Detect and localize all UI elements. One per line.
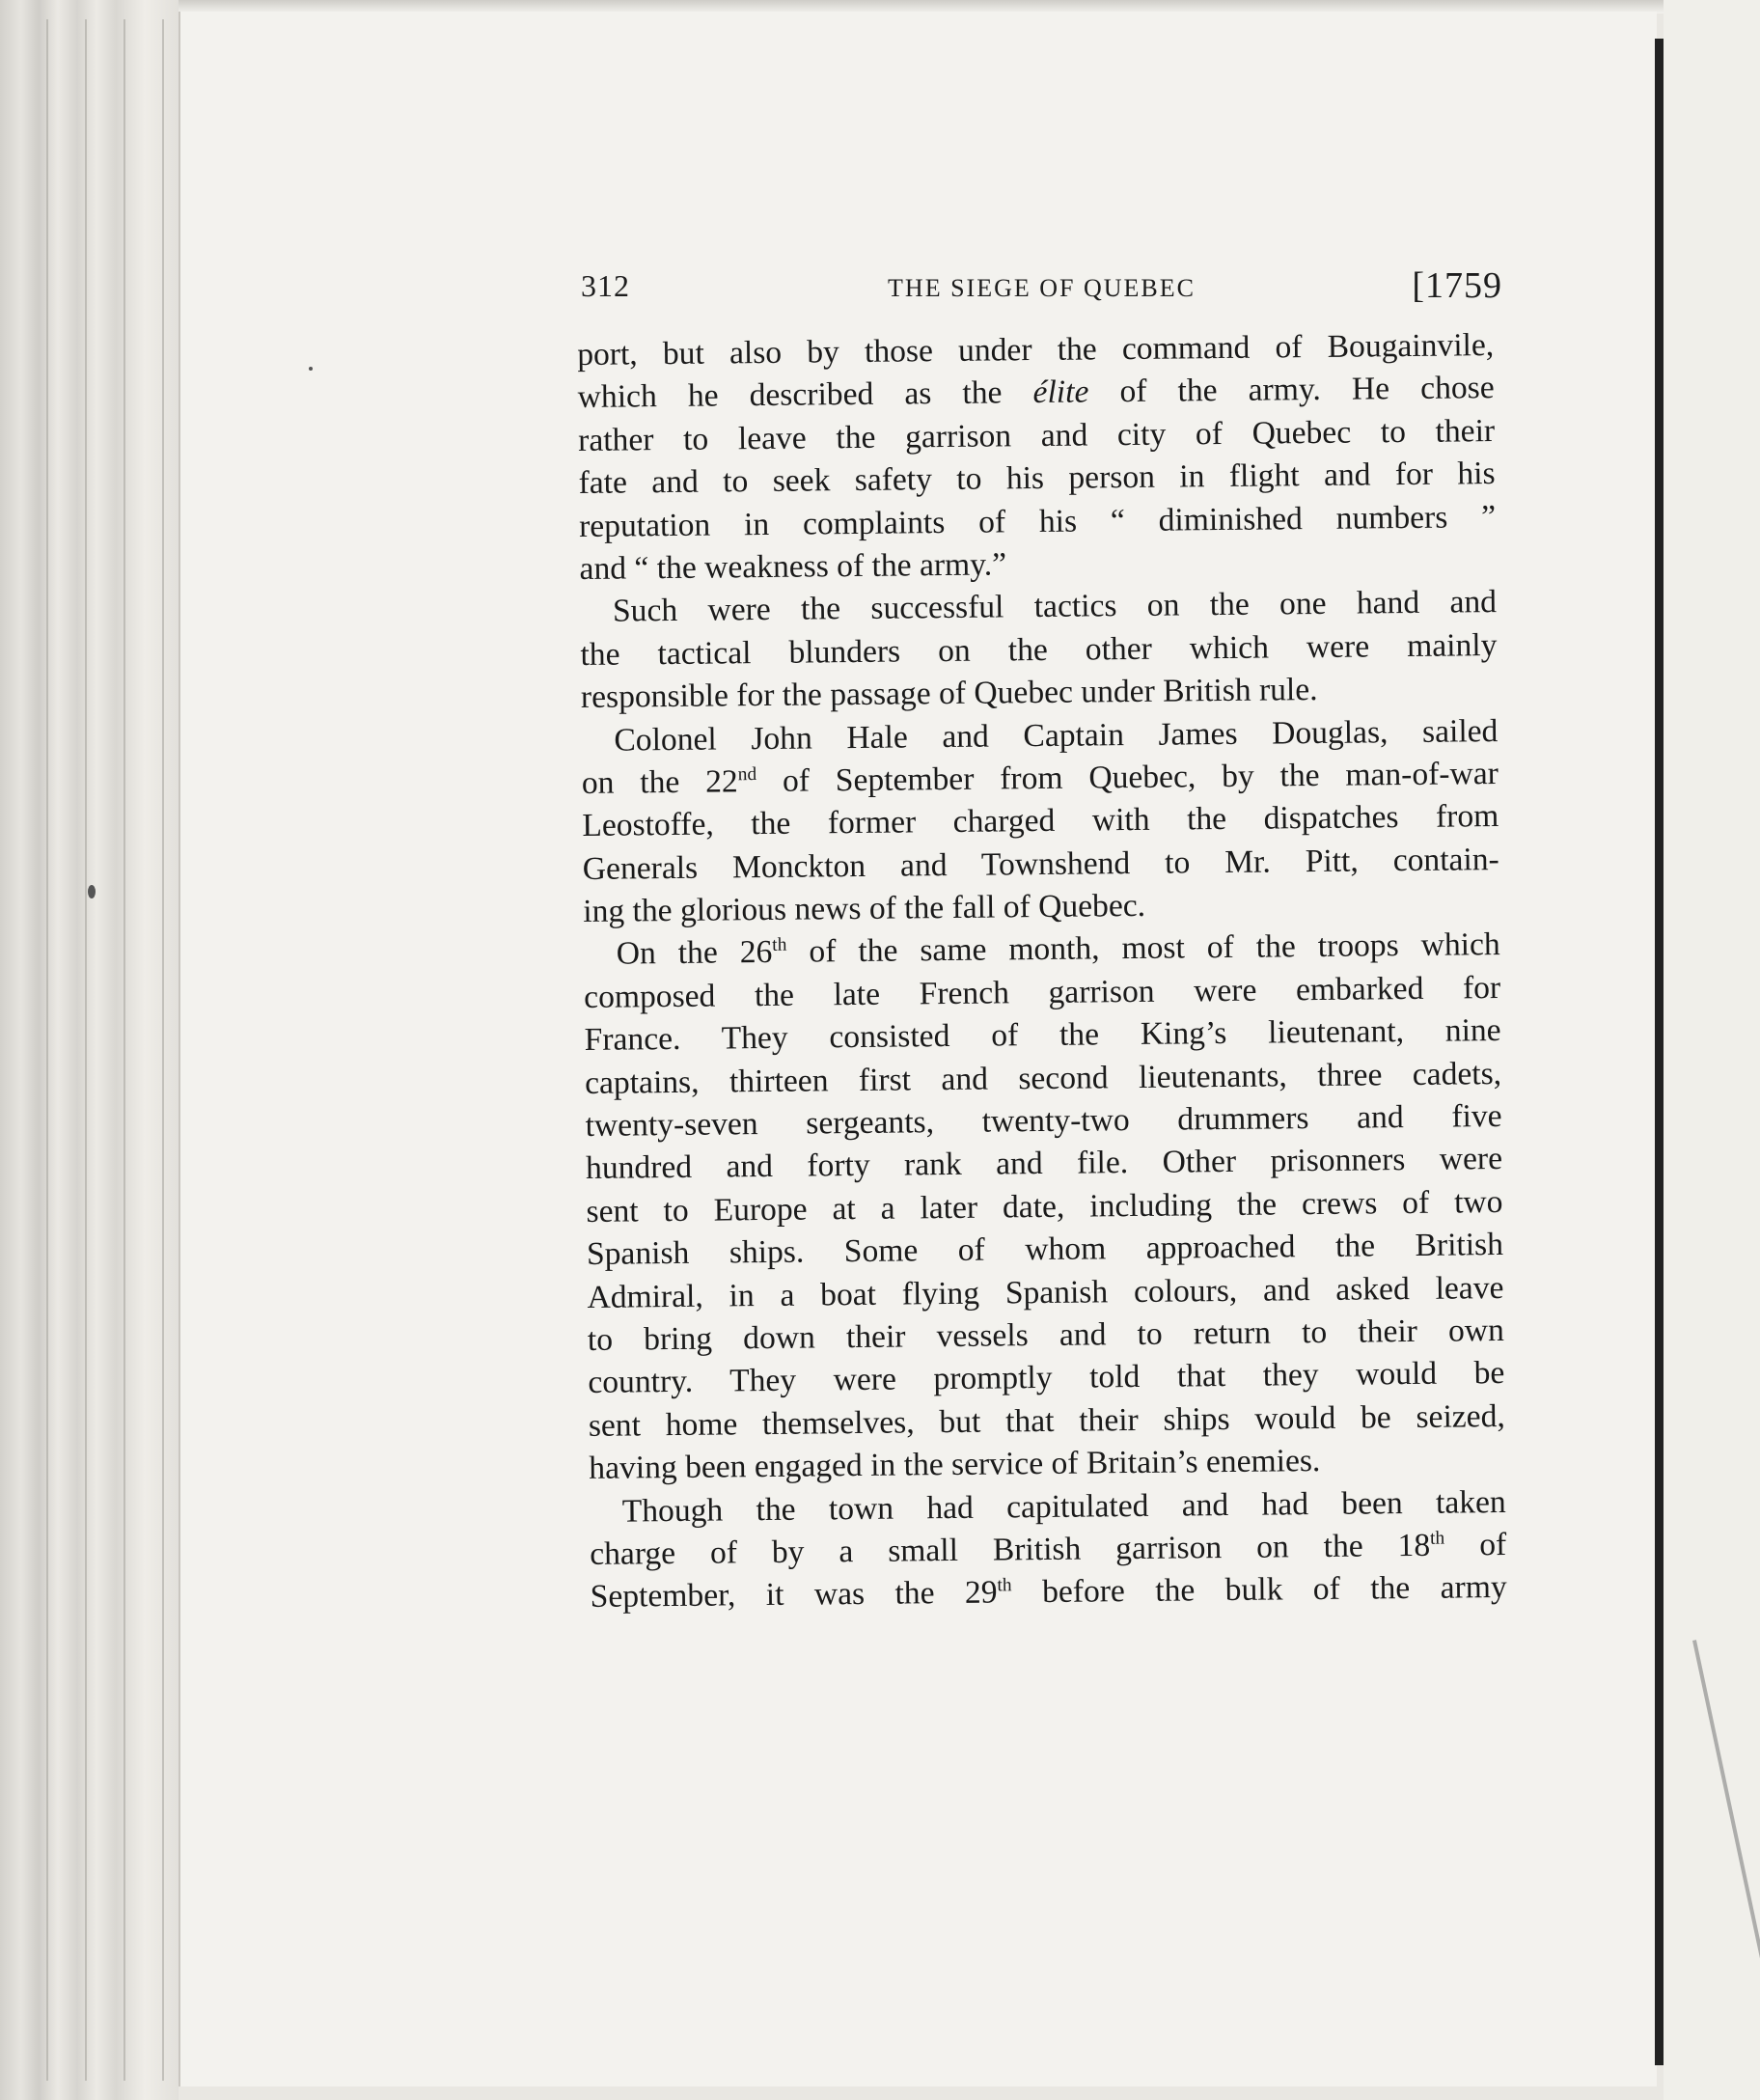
text-segment: On the 26 bbox=[616, 934, 773, 973]
running-header bbox=[581, 262, 1502, 320]
text-line: twenty-seven sergeants, twenty-two drummers and five bbox=[585, 1098, 1502, 1144]
text-line: composed the late French garrison were embarked for bbox=[584, 969, 1501, 1015]
text-line: and “ the weakness of the army.” bbox=[579, 546, 1007, 587]
body-text bbox=[577, 324, 1507, 1619]
text-line: France. They consisted of the King’s lieutenant, nine bbox=[584, 1012, 1501, 1059]
text-segment: of bbox=[1444, 1526, 1507, 1563]
text-line: Admiral, in a boat flying Spanish colours, and asked leave bbox=[587, 1269, 1504, 1315]
text-line: Spanish ships. Some of whom approached the British bbox=[586, 1227, 1504, 1273]
superscript: th bbox=[1429, 1528, 1445, 1549]
next-page-edge bbox=[1664, 0, 1760, 2100]
page-edge-line bbox=[46, 19, 48, 2081]
text-line: hundred and forty rank and file. Other prisonners were bbox=[585, 1141, 1503, 1187]
book-gutter bbox=[1655, 39, 1664, 2065]
text-line: sent home themselves, but that their ships would be seized, bbox=[588, 1397, 1505, 1444]
text-segment: of the army. He chose bbox=[1088, 370, 1495, 410]
text-line: Colonel John Hale and Captain James Douglas, sailed bbox=[614, 712, 1499, 759]
text-line: to bring down their vessels and to return to their own bbox=[587, 1312, 1505, 1358]
superscript: th bbox=[772, 935, 787, 956]
text-line: Generals Monckton and Townshend to Mr. Pitt, contain- bbox=[582, 841, 1499, 887]
text-segment: September, it was the 29 bbox=[590, 1574, 998, 1616]
superscript: nd bbox=[737, 763, 757, 786]
text-line: having been engaged in the service of Britain’s enemies. bbox=[589, 1443, 1321, 1487]
text-line: rather to leave the garrison and city of Quebec to their bbox=[577, 412, 1496, 458]
running-title: THE SIEGE OF QUEBEC bbox=[888, 274, 1196, 302]
text-segment: of September from Quebec, by the man-of-war bbox=[756, 755, 1499, 799]
text-line: ing the glorious news of the fall of Quebec. bbox=[583, 887, 1146, 930]
page-edge-line bbox=[124, 19, 125, 2081]
text-line: the tactical blunders on the other which were mainly bbox=[580, 626, 1498, 673]
superscript: th bbox=[997, 1575, 1012, 1596]
text-segment: which he described as the bbox=[577, 374, 1033, 416]
text-line: responsible for the passage of Quebec under British rule. bbox=[580, 672, 1318, 716]
bookmark-ribbon bbox=[1692, 1640, 1760, 2037]
text-segment: charge of by a small British garrison on the 18 bbox=[590, 1527, 1431, 1572]
text-segment: on the 22 bbox=[581, 763, 738, 801]
page-number: 312 bbox=[581, 268, 630, 303]
text-line: Such were the successful tactics on the one hand and bbox=[612, 584, 1498, 629]
page-edge-line bbox=[162, 19, 164, 2081]
text-line: country. They were promptly told that they would be bbox=[588, 1355, 1505, 1401]
text-line: port, but also by those under the command of Bougainvile, bbox=[577, 327, 1495, 373]
text-line: sent to Europe at a later date, including the crews of two bbox=[586, 1183, 1503, 1230]
page-speck bbox=[309, 367, 313, 371]
italic-word: élite bbox=[1032, 373, 1089, 411]
text-line: reputation in complaints of his “ diminished numbers ” bbox=[578, 498, 1497, 544]
page-edge-line bbox=[85, 19, 87, 2081]
text-line: Though the town had capitulated and had been taken bbox=[621, 1483, 1506, 1530]
page-speck bbox=[88, 885, 96, 898]
text-line: captains, thirteen first and second lieutenants, three cadets, bbox=[584, 1055, 1502, 1101]
text-segment: before the bulk of the army bbox=[1011, 1569, 1507, 1611]
header-year: [1759 bbox=[1412, 265, 1502, 306]
text-line: fate and to seek safety to his person in flight and for his bbox=[578, 456, 1496, 502]
text-line: Leostoffe, the former charged with the dispatches from bbox=[582, 798, 1499, 844]
book-fore-edge bbox=[0, 0, 179, 2100]
text-segment: of the same month, most of the troops which bbox=[786, 926, 1500, 971]
